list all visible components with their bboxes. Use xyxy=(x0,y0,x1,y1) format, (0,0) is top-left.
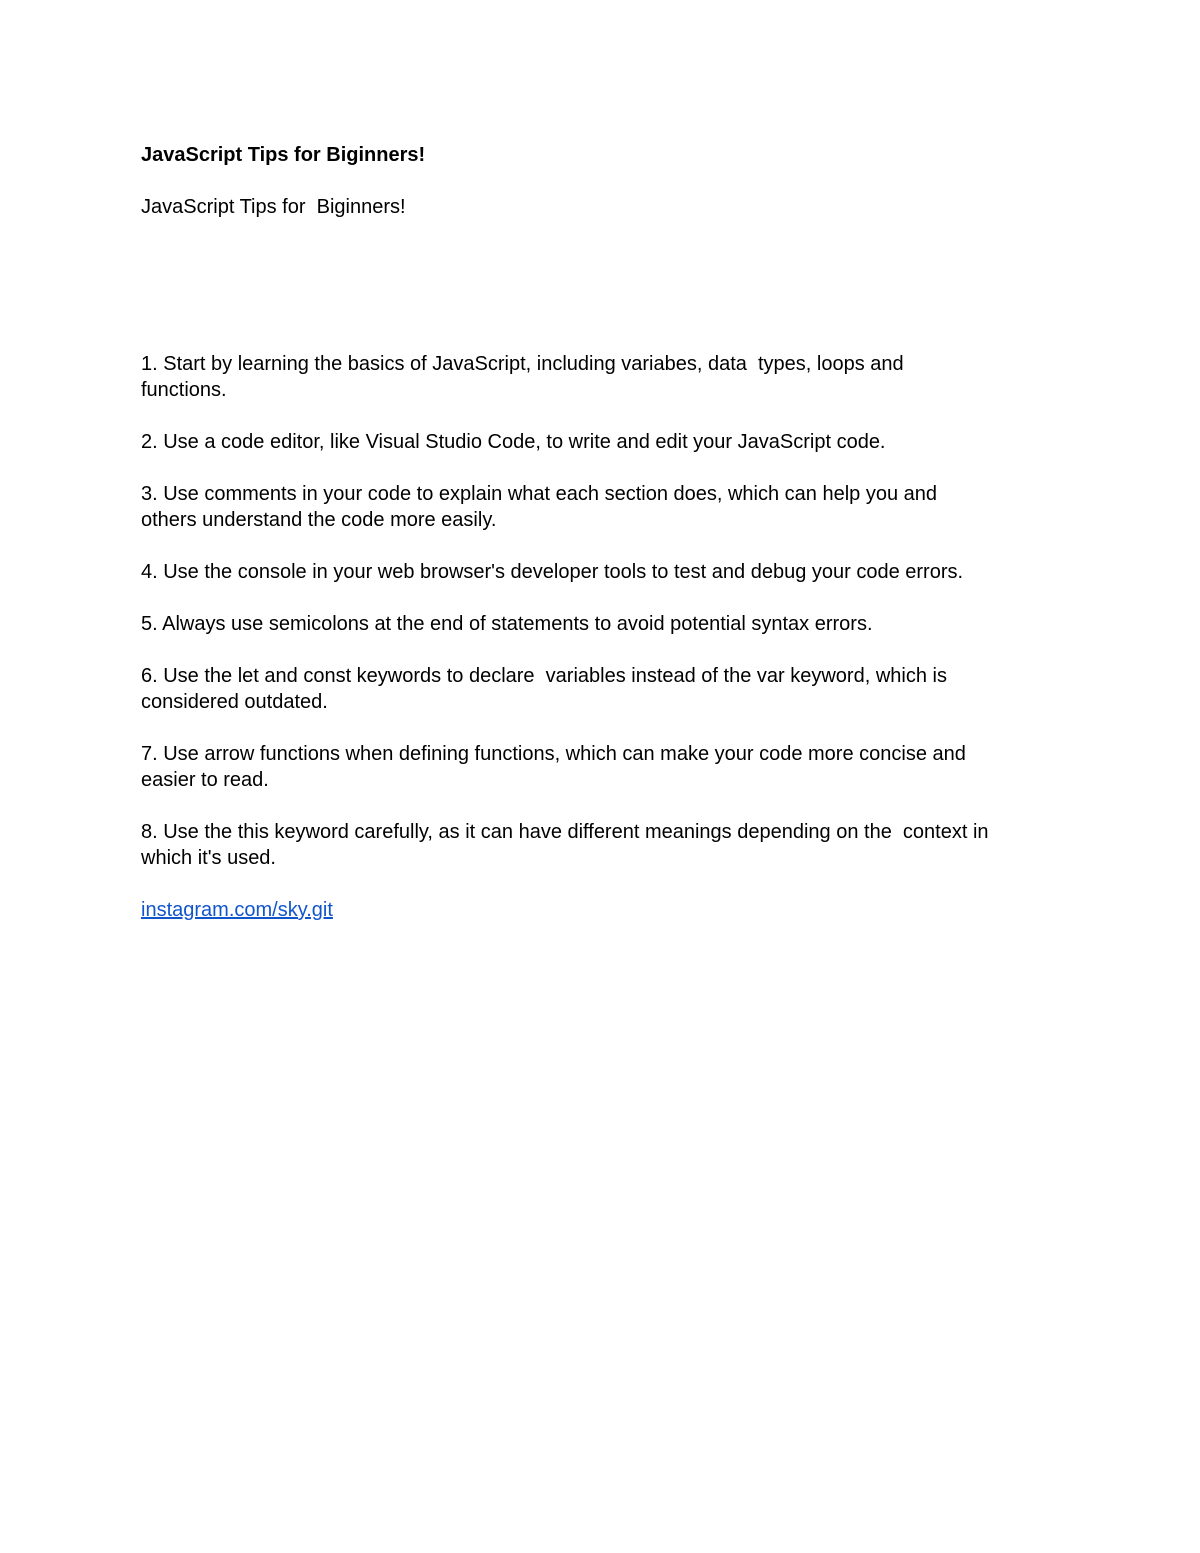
document-subtitle: JavaScript Tips for Biginners! xyxy=(141,196,406,218)
tip-item-6: 6. Use the let and const keywords to declare variables instead of the var keyword, which is considered outdated. xyxy=(141,665,947,713)
instagram-link[interactable]: instagram.com/sky.git xyxy=(141,899,333,921)
tip-item-3: 3. Use comments in your code to explain what each section does, which can help you and others understand the code more easily. xyxy=(141,483,938,531)
tip-item-8: 8. Use the this keyword carefully, as it can have different meanings depending on the context in which it's used. xyxy=(141,821,989,869)
tip-item-5: 5. Always use semicolons at the end of statements to avoid potential syntax errors. xyxy=(141,613,873,635)
document-title: JavaScript Tips for Biginners! xyxy=(141,144,426,166)
tip-item-7: 7. Use arrow functions when defining functions, which can make your code more concise and easier to read. xyxy=(141,743,966,791)
tip-item-1: 1. Start by learning the basics of JavaScript, including variabes, data types, loops and functions. xyxy=(141,353,904,401)
tip-item-2: 2. Use a code editor, like Visual Studio Code, to write and edit your JavaScript code. xyxy=(141,431,886,453)
document-body xyxy=(141,142,1061,923)
tip-item-4: 4. Use the console in your web browser's developer tools to test and debug your code errors. xyxy=(141,561,964,583)
tips-list xyxy=(141,351,1061,871)
